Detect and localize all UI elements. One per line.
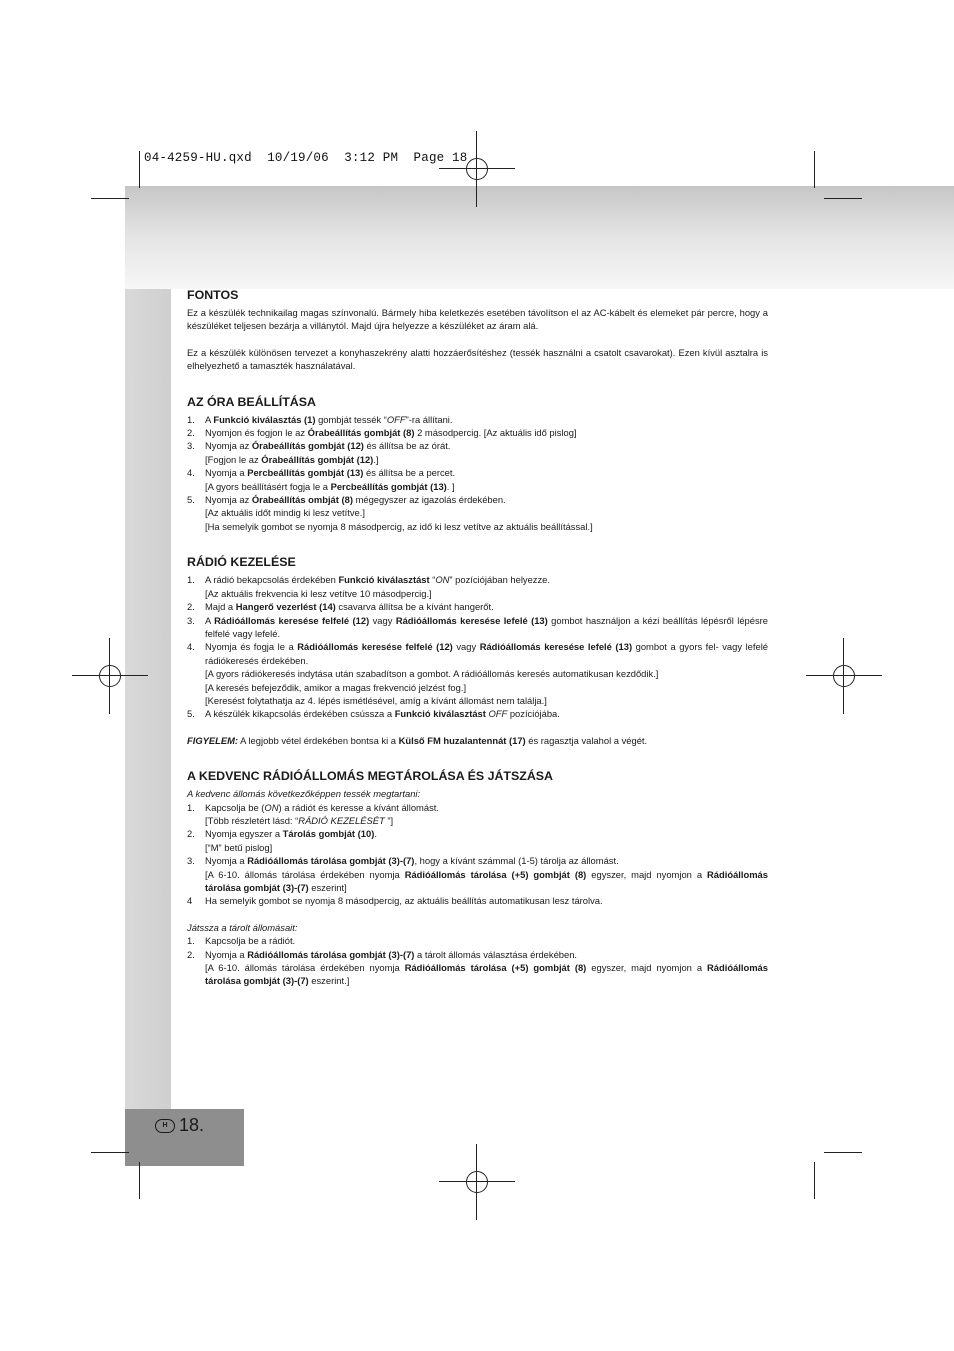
list-subnote: [Ha semelyik gombot se nyomja 8 másodpercig, az idő ki lesz vetítve az aktuális beállítással.]	[205, 520, 593, 532]
print-slug: 04-4259-HU.qxd 10/19/06 3:12 PM Page 18	[144, 151, 468, 165]
list-subnote: [Az aktuális frekvencia ki lesz vetítve 10 másodpercig.]	[205, 587, 432, 599]
list-item: 1. Kapcsolja be a rádiót.	[187, 935, 296, 947]
list-subnote: [A 6-10. állomás tárolása érdekében nyomja Rádióállomás tárolása (+5) gombját (8) egyszer, majd nyomjon a Rádióállomás tárolása gombját (3)-(7) eszerint]	[205, 868, 768, 893]
list-item: 2. Nyomja a Rádióállomás tárolása gombját (3)-(7) a tárolt állomás választása érdekében.	[187, 948, 578, 960]
page-content	[187, 287, 768, 988]
list-item: 4. Nyomja a Percbeállítás gombját (13) és állítsa be a percet.	[187, 467, 456, 479]
list-subnote: [A keresés befejeződik, amikor a magas frekvenció jelzést fog.]	[205, 681, 467, 693]
registration-mark-left	[90, 656, 130, 696]
registration-mark-bottom	[457, 1162, 497, 1202]
section-title-clock: AZ ÓRA BEÁLLÍTÁSA	[187, 394, 316, 409]
list-subnote: [“M” betű pislog]	[205, 841, 273, 853]
list-subnote: [A gyors rádiókeresés indytása után szabadítson a gombot. A rádióállomás keresés automatikusan kezdődik.]	[205, 668, 659, 680]
crop-mark	[814, 151, 815, 188]
list-subnote: [Az aktuális időt mindig ki lesz vetítve.]	[205, 507, 365, 519]
side-bar	[125, 289, 171, 1109]
list-item: 4. Nyomja és fogja le a Rádióállomás keresése felfelé (12) vagy Rádióállomás keresése lefelé (13) gombot a gyors fel- vagy lefelé rádiókeresés érdekében.	[187, 641, 769, 666]
list-subnote: [A gyors beállításért fogja le a Percbeállítás gombját (13). ]	[205, 480, 455, 492]
header-band	[125, 186, 954, 289]
crop-mark	[91, 1152, 129, 1153]
section-title-radio: RÁDIÓ KEZELÉSE	[187, 555, 296, 570]
language-badge: H	[155, 1119, 175, 1133]
crop-mark	[139, 151, 140, 188]
list-item: 2. Majd a Hangerő vezerlést (14) csavarva állítsa be a kívánt hangerőt.	[187, 601, 494, 613]
crop-mark	[91, 198, 129, 199]
list-item: 1. A rádió bekapcsolás érdekében Funkció kiválasztást “ON” pozíciójában helyezze.	[187, 574, 551, 586]
list-item: 2. Nyomja egyszer a Tárolás gombját (10).	[187, 828, 377, 840]
registration-mark-top	[457, 149, 497, 189]
note-paragraph: FIGYELEM: A legjobb vétel érdekében bontsa ki a Külső FM huzalantennát (17) és ragasztja valahol a végét.	[187, 734, 648, 746]
crop-mark	[824, 1152, 862, 1153]
list-item: 1. A Funkció kiválasztás (1) gombját tessék “OFF”-ra állítani.	[187, 413, 453, 425]
list-subnote: [Fogjon le az Órabeállítás gombját (12).]	[205, 453, 379, 465]
section-title-fontos: FONTOS	[187, 288, 239, 302]
crop-mark	[824, 198, 862, 199]
paragraph: Ez a készülék technikailag magas színvonalú. Bármely hiba keletkezés esetében távolítson el az AC-kábelt és elemeket pár percre, hogy a készüléket teljesen bezárja a villánytól. Majd újra helyezze a készüléket az áram alá.	[187, 307, 768, 332]
section-title-favourite: A KEDVENC RÁDIÓÁLLOMÁS MEGTÁROLÁSA ÉS JÁTSZÁSA	[187, 769, 553, 784]
list-subnote: [Több részletért lásd: “RÁDIÓ KEZELÉSÉT ”]	[205, 814, 394, 826]
list-item: 5. Nyomja az Órabeállítás ombját (8) mégegyszer az igazolás érdekében.	[187, 494, 506, 506]
intro-text: A kedvenc állomás következőképpen tessék megtartani:	[187, 788, 421, 800]
list-item: 3. A Rádióállomás keresése felfelé (12) vagy Rádióállomás keresése lefelé (13) gombot használjon a kézi beállítás lépésről lépésre felfelé vagy lefelé.	[187, 614, 769, 639]
list-item: 4 Ha semelyik gombot se nyomja 8 másodpercig, az aktuális beállítás automatikusan lesz tárolva.	[187, 895, 603, 907]
list-item: 2. Nyomjon és fogjon le az Órabeállítás gombját (8) 2 másodpercig. [Az aktuális idő pislog]	[187, 427, 577, 439]
list-item: 3. Nyomja a Rádióállomás tárolása gombját (3)-(7), hogy a kívánt számmal (1-5) tárolja az állomást.	[187, 855, 619, 867]
crop-mark	[139, 1162, 140, 1199]
intro-text: Játssza a tárolt állomásait:	[187, 921, 298, 933]
list-subnote: [Keresést folytathatja az 4. lépés ismétlésével, amíg a kívánt állomást nem találja.]	[205, 694, 547, 706]
paragraph: Ez a készülék különösen tervezet a konyhaszekrény alatti hozzáerősítéshez (tessék használni a csatolt csavarokat). Ezen kívül asztalra is elhelyezhető a tamaszték használatával.	[187, 346, 768, 372]
registration-mark-right	[824, 656, 864, 696]
list-item: 1. Kapcsolja be (ON) a rádiót és keresse a kívánt állomást.	[187, 801, 439, 813]
list-item: 5. A készülék kikapcsolás érdekében csússza a Funkció kiválasztást OFF pozíciójába.	[187, 708, 560, 720]
page-number: 18.	[179, 1115, 205, 1135]
crop-mark	[814, 1162, 815, 1199]
list-item: 3. Nyomja az Órabeállítás gombját (12) és állítsa be az órát.	[187, 440, 451, 452]
list-subnote: [A 6-10. állomás tárolása érdekében nyomja Rádióállomás tárolása (+5) gombját (8) egyszer, majd nyomjon a Rádióállomás tárolása gombját (3)-(7) eszerint.]	[205, 962, 768, 987]
